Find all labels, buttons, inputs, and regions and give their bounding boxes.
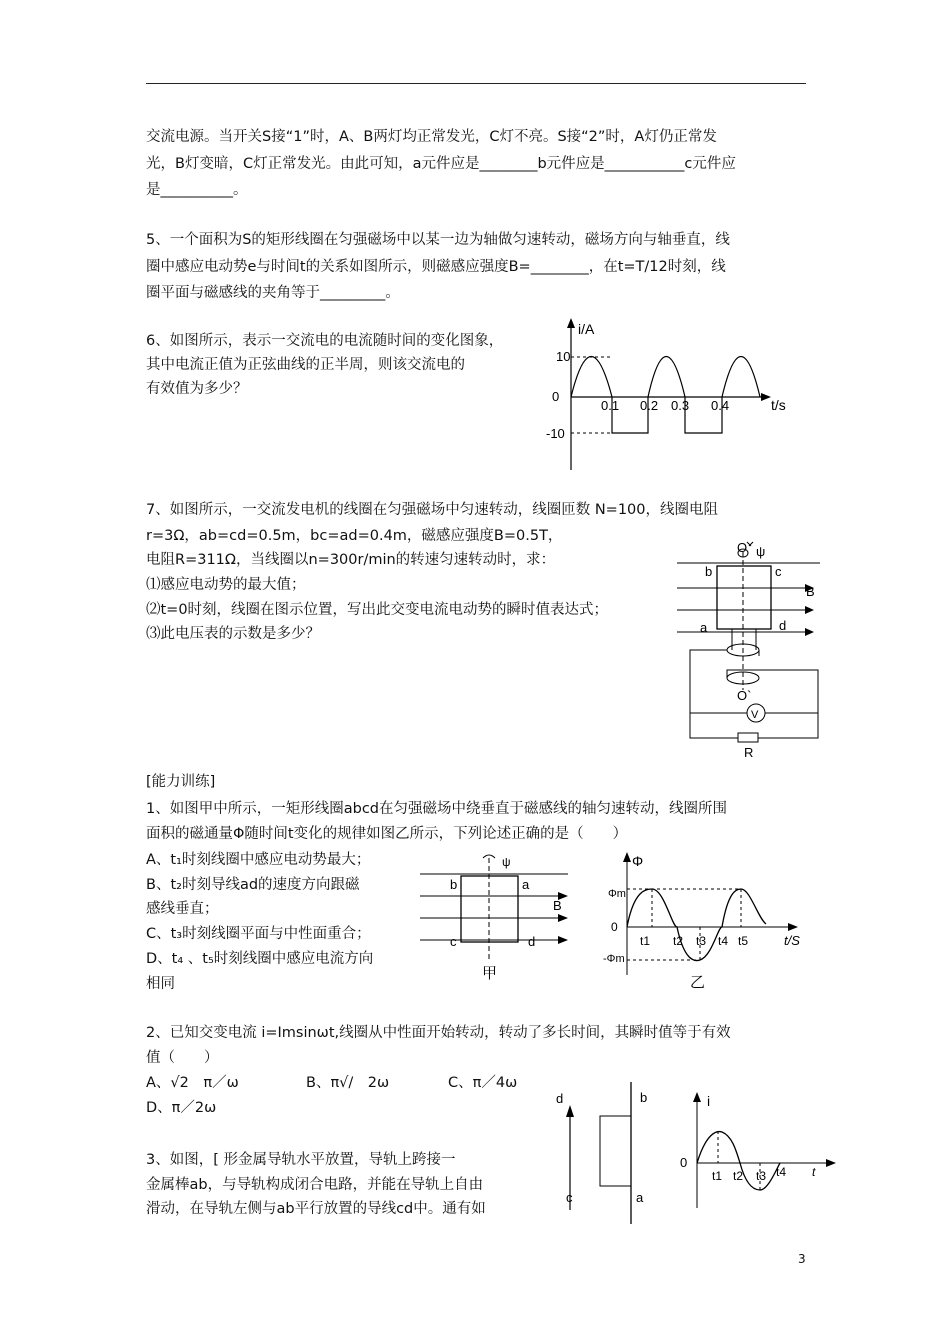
q7-line: 电阻R=311Ω，当线圈以n=300r/min的转速匀速转动时，求：	[146, 552, 556, 568]
fig-yi-flux-graph	[590, 845, 810, 990]
field-b-label: B	[553, 898, 562, 913]
rod-end-a-label: a	[636, 1190, 644, 1205]
intro-line: 是__________。	[146, 182, 248, 198]
y-axis-label: i	[707, 1093, 711, 1109]
current-time-graph	[674, 1085, 840, 1215]
psi-label: ψ	[756, 544, 766, 559]
q5-line: 5、一个面积为S的矩形线圈在匀强磁场中以某一边为轴做匀速转动，磁场方向与轴垂直，线	[146, 232, 730, 248]
corner-b-label: b	[450, 877, 458, 892]
corner-c-label: c	[450, 934, 457, 949]
corner-a-label: a	[700, 620, 708, 635]
wire-end-d-label: d	[556, 1091, 564, 1106]
n1-line: 面积的磁通量Φ随时间t变化的规律如图乙所示，下列论述正确的是（ ）	[146, 826, 628, 842]
q7-line: ⑶此电压表的示数是多少？	[146, 626, 320, 642]
n1-option: A、t₁时刻线圈中感应电动势最大；	[146, 852, 371, 868]
intro-line: 交流电源。当开关S接“1”时，A、B两灯均正常发光，C灯不亮。S接“2”时，A灯仍正常发	[146, 129, 717, 145]
q7-generator-diagram	[672, 538, 822, 760]
n1-option: 感线垂直；	[146, 901, 219, 917]
q7-line: r=3Ω，ab=cd=0.5m，bc=ad=0.4m，磁感应强度B=0.5T，	[146, 528, 563, 544]
rail-diagram	[552, 1080, 662, 1230]
x-tick-label: t2	[733, 1169, 744, 1183]
corner-b-label: b	[705, 564, 713, 579]
n3-line: 3、如图，[ 形金属导轨水平放置，导轨上跨接一	[146, 1152, 456, 1168]
n2-line: 值（ ）	[146, 1050, 219, 1066]
wire-end-c-label: c	[566, 1190, 573, 1205]
x-tick-label: t1	[712, 1169, 723, 1183]
voltmeter-label: V	[751, 709, 759, 721]
corner-a-label: a	[522, 877, 530, 892]
q7-line: ⑵t=0时刻，线圈在图示位置，写出此交变电流电动势的瞬时值表达式；	[146, 602, 609, 618]
page-number: 3	[798, 1252, 806, 1266]
psi-label: ψ	[502, 855, 511, 869]
n1-option: B、t₂时刻导线ad的速度方向跟磁	[146, 877, 360, 893]
x-tick-label: t3	[756, 1169, 767, 1183]
field-b-label: B	[806, 584, 815, 599]
corner-c-label: c	[775, 564, 782, 579]
y-tick-label: -10	[546, 426, 565, 441]
header-rule	[146, 83, 806, 84]
q7-line: 7、如图所示，一交流发电机的线圈在匀强磁场中匀速转动，线圈匝数 N=100，线圈电阻	[146, 502, 719, 518]
y-max-label: Φm	[608, 888, 626, 900]
q6-current-graph	[538, 314, 798, 476]
x-tick-label: t4	[776, 1165, 787, 1179]
x-tick-label: t3	[696, 934, 707, 948]
n2-option: D、π／2ω	[146, 1100, 217, 1116]
o-prime-label: O`	[737, 688, 752, 703]
n2-option: B、π√/ 2ω	[306, 1075, 390, 1091]
q6-line: 有效值为多少？	[146, 381, 248, 397]
fig-caption: 乙	[690, 974, 706, 990]
x-axis-label: t	[812, 1165, 816, 1179]
intro-line: 光，B灯变暗，C灯正常发光。由此可知，a元件应是________b元件应是___________c元件应	[146, 156, 736, 172]
x-tick-label: 0.3	[671, 398, 690, 413]
q6-line: 其中电流正值为正弦曲线的正半周，则该交流电的	[146, 357, 465, 373]
q6-line: 6、如图所示，表示一交流电的电流随时间的变化图象，	[146, 333, 504, 349]
o-label: O	[737, 540, 748, 555]
n1-option: C、t₃时刻线圈平面与中性面重合；	[146, 926, 371, 942]
corner-d-label: d	[779, 618, 787, 633]
n2-option: C、π／4ω	[448, 1075, 518, 1091]
n1-option: 相同	[146, 976, 175, 992]
x-tick-label: t4	[718, 934, 729, 948]
y-axis-label: i/A	[578, 321, 595, 337]
resistor-label: R	[744, 745, 754, 760]
corner-d-label: d	[528, 934, 536, 949]
rod-end-b-label: b	[640, 1090, 648, 1105]
x-tick-label: 0.2	[640, 398, 659, 413]
x-tick-label: t2	[673, 934, 684, 948]
q5-line: 圈平面与磁感线的夹角等于_________。	[146, 285, 400, 301]
y-min-label: -Φm	[603, 953, 625, 965]
y-axis-label: Φ	[632, 853, 644, 869]
x-tick-label: t1	[640, 934, 651, 948]
n3-line: 金属棒ab，与导轨构成闭合电路，并能在导轨上自由	[146, 1177, 484, 1193]
n1-line: 1、如图甲中所示，一矩形线圈abcd在匀强磁场中绕垂直于磁感线的轴匀速转动，线圈所围	[146, 801, 727, 817]
x-tick-label: 0.1	[601, 398, 620, 413]
x-axis-label: t/S	[784, 933, 800, 948]
fig-caption: 甲	[482, 965, 498, 982]
n2-line: 2、已知交变电流 i=Imsinωt,线圈从中性面开始转动，转动了多长时间，其瞬时值等于有效	[146, 1025, 731, 1041]
q7-line: ⑴感应电动势的最大值；	[146, 577, 306, 593]
x-axis-label: t/s	[771, 397, 786, 413]
origin-label: 0	[680, 1155, 688, 1170]
section-heading: [能力训练]	[146, 774, 216, 790]
n2-option: A、√2 π／ω	[146, 1075, 239, 1091]
n1-option: D、t₄ 、t₅时刻线圈中感应电流方向	[146, 951, 374, 967]
q5-line: 圈中感应电动势e与时间t的关系如图所示，则磁感应强度B=________，在t=T/12时刻，线	[146, 259, 726, 275]
origin-label: 0	[611, 920, 618, 934]
x-tick-label: t5	[738, 934, 749, 948]
y-tick-label: 10	[556, 349, 571, 364]
x-tick-label: 0.4	[711, 398, 730, 413]
fig-jia-coil	[418, 848, 573, 983]
n3-line: 滑动，在导轨左侧与ab平行放置的导线cd中。通有如	[146, 1201, 486, 1217]
origin-label: 0	[552, 389, 560, 404]
